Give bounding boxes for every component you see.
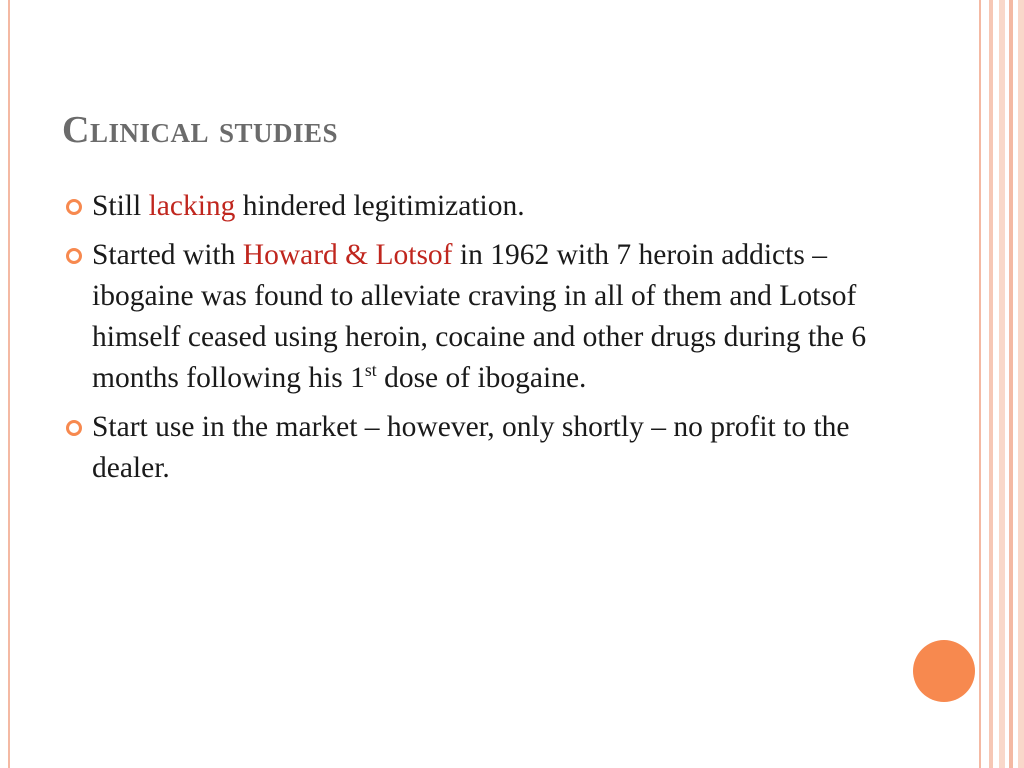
bullet-text: Still: [92, 190, 149, 222]
bullet-item: [62, 407, 882, 489]
right-stripe: [989, 0, 993, 768]
highlight-text: lacking: [148, 190, 236, 222]
right-stripe: [999, 0, 1005, 768]
bullet-ring-icon: [66, 248, 82, 264]
left-border-line: [8, 0, 10, 768]
bullet-text: in 1962 with 7 heroin addicts – ibogaine was found to alleviate craving in all of them and Lotsof himself ceased using heroin, cocaine and other drugs during the 6 months following his 1: [92, 239, 867, 394]
bullet-item: [62, 235, 882, 399]
superscript: st: [364, 360, 377, 381]
orange-circle-icon: [913, 640, 975, 702]
highlight-text: Howard & Lotsof: [242, 239, 453, 271]
slide-title: Clinical studies: [62, 109, 339, 151]
right-stripe: [1009, 0, 1013, 768]
bullet-text: dose of ibogaine.: [376, 362, 587, 394]
bullet-text: hindered legitimization.: [235, 190, 525, 222]
bullet-item: [62, 186, 882, 227]
bullet-ring-icon: [66, 420, 82, 436]
bullet-text: Start use in the market – however, only shortly – no profit to the dealer.: [92, 411, 850, 484]
bullet-list: [62, 186, 882, 497]
right-stripe: [979, 0, 981, 768]
bullet-text: Started with: [92, 239, 243, 271]
right-stripe: [1018, 0, 1024, 768]
bullet-ring-icon: [66, 199, 82, 215]
